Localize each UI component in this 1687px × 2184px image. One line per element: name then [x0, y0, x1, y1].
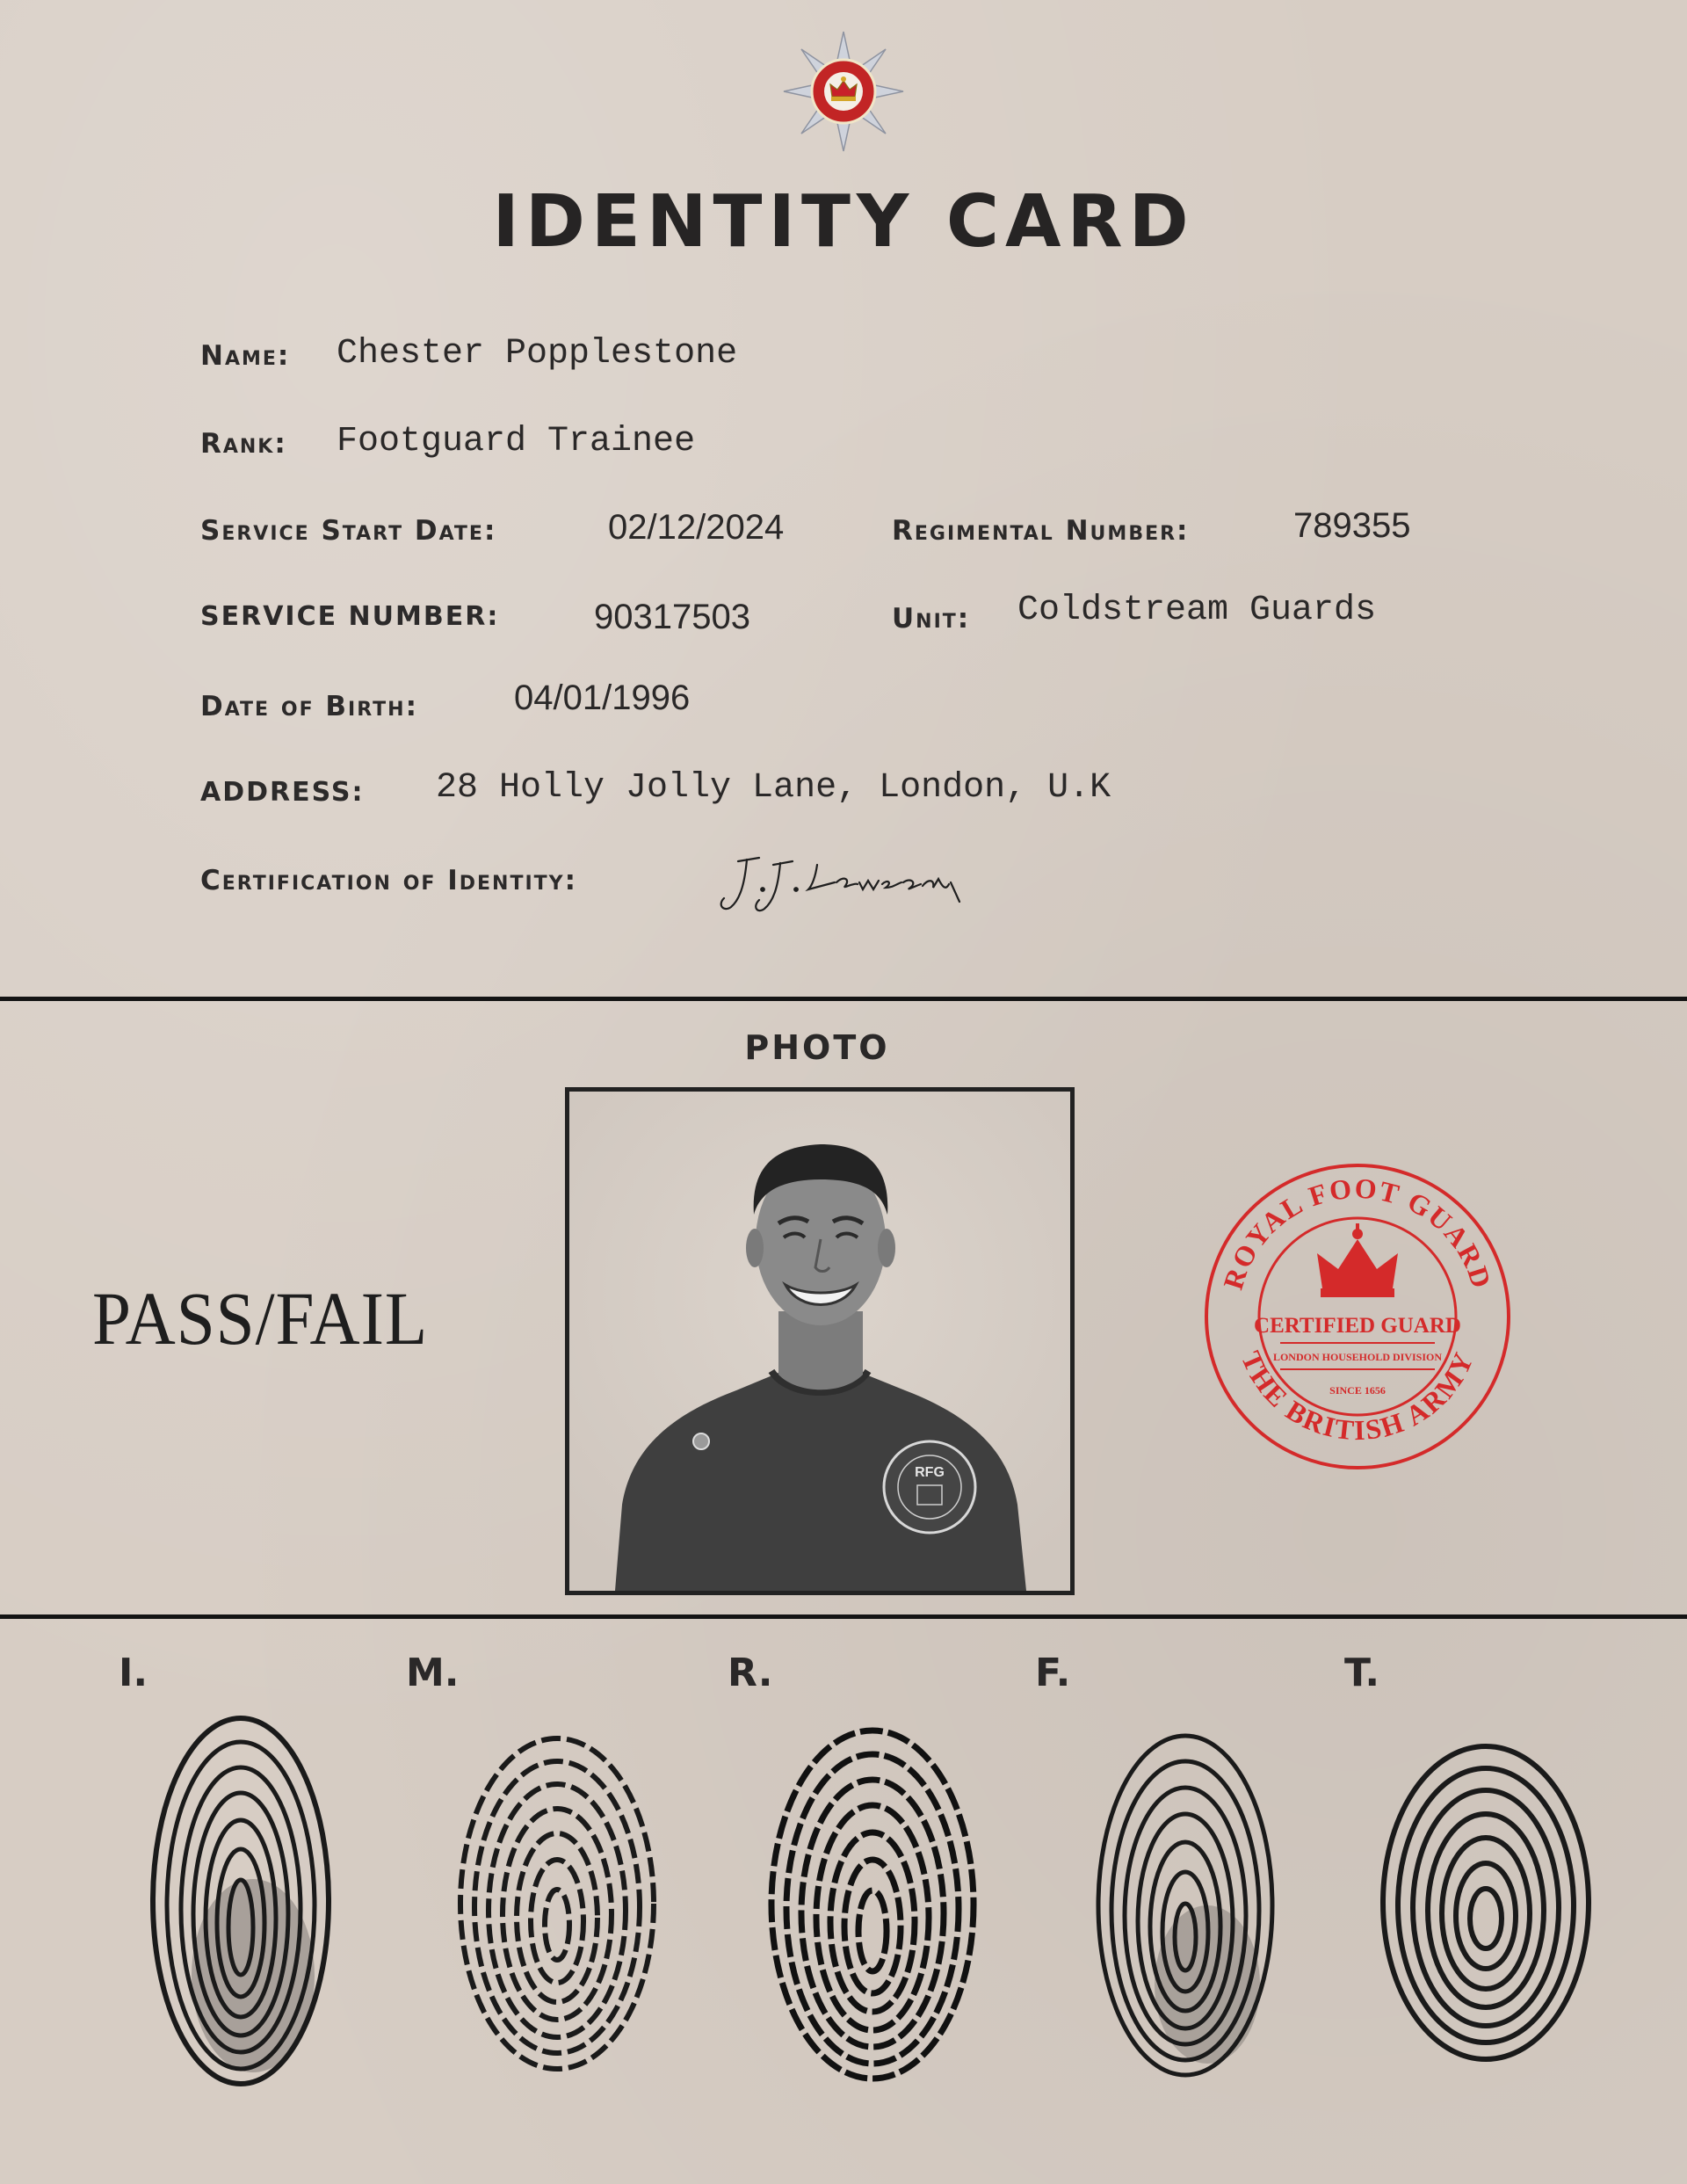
pass-fail-text: PASS/FAIL — [92, 1276, 429, 1360]
address-label: ADDRESS: — [200, 777, 365, 808]
finger-label-fourth: F. — [1035, 1651, 1071, 1695]
section-divider-top — [0, 997, 1687, 1001]
portrait-photo — [569, 1092, 1070, 1591]
certification-label: Certification of Identity: — [200, 865, 577, 896]
regimental-star-emblem-icon — [782, 30, 905, 153]
section-divider-bottom — [0, 1614, 1687, 1619]
stamp-top-text: ROYAL FOOT GUARD — [1216, 1172, 1499, 1294]
stamp-since-text: SINCE 1656 — [1329, 1384, 1386, 1397]
stamp-sub-text: LONDON HOUSEHOLD DIVISION — [1272, 1351, 1443, 1363]
date-of-birth-value: 04/01/1996 — [514, 678, 691, 717]
stamp-bottom-text: THE BRITISH ARMY — [1234, 1346, 1481, 1447]
name-value: Chester Popplestone — [337, 334, 738, 374]
fingerprint-icon — [1378, 1740, 1594, 2065]
shirt-badge-text: RFG — [915, 1465, 945, 1480]
finger-label-ring: R. — [728, 1651, 773, 1695]
document-title: IDENTITY CARD — [492, 180, 1195, 264]
name-label: Name: — [200, 340, 291, 372]
service-start-date-label: Service Start Date: — [200, 515, 497, 547]
fingerprint-icon — [455, 1733, 659, 2074]
regimental-number-value: 789355 — [1293, 506, 1411, 545]
crown-icon — [1317, 1223, 1398, 1297]
service-start-date-value: 02/12/2024 — [608, 508, 785, 547]
regimental-number-label: Regimental Number: — [892, 515, 1190, 547]
stamp-center-text: CERTIFIED GUARD — [1254, 1314, 1461, 1338]
fingerprint-icon — [1093, 1730, 1278, 2081]
photo-frame — [565, 1087, 1075, 1595]
rank-value: Footguard Trainee — [337, 422, 696, 461]
address-value: 28 Holly Jolly Lane, London, U.K — [436, 768, 1111, 808]
fingerprint-icon — [148, 1712, 334, 2090]
rank-label: Rank: — [200, 428, 287, 460]
date-of-birth-label: Date of Birth: — [200, 691, 418, 722]
service-number-label: SERVICE NUMBER: — [200, 601, 500, 632]
fingerprint-icon — [766, 1724, 979, 2085]
unit-label: Unit: — [892, 603, 971, 635]
signature — [712, 844, 1046, 923]
finger-label-middle: M. — [406, 1651, 460, 1695]
finger-label-thumb: T. — [1344, 1651, 1380, 1695]
photo-label: PHOTO — [744, 1028, 890, 1067]
service-number-value: 90317503 — [594, 598, 750, 636]
unit-value: Coldstream Guards — [1017, 591, 1377, 630]
finger-label-index: I. — [119, 1651, 148, 1695]
certified-guard-stamp — [1199, 1158, 1516, 1475]
